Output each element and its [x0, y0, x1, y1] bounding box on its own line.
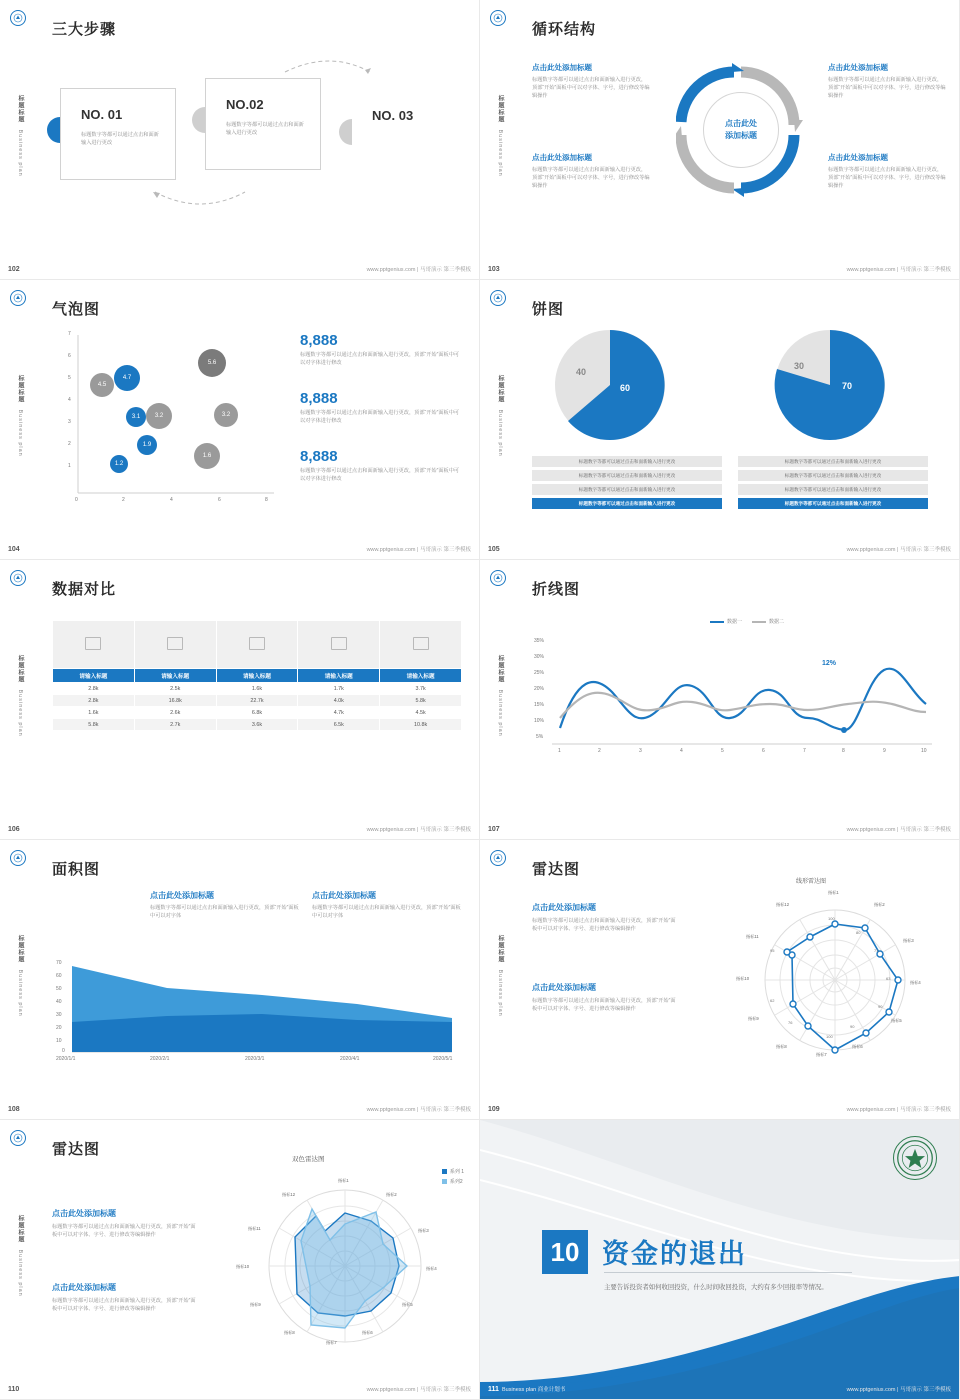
- table-cell: 4.7k: [298, 707, 380, 719]
- legend-row[interactable]: 标题数字等都可以通过点击和面新输入进行更改: [532, 456, 722, 467]
- page-title: 雷达图: [532, 861, 581, 878]
- radar2-item-2-body: 标题数字等都可以通过点击和面新输入进行更改，顶部“开始”面板中可以对字体、字号、进行修改等编辑操作: [52, 1298, 196, 1312]
- bubble-point: 1.2: [110, 455, 128, 473]
- legend-row-active[interactable]: 标题数字等都可以通过点击和面新输入进行更改: [738, 498, 928, 509]
- stat-3-body: 标题数字等都可以通过点击和面新输入进行更改，顶部“开始”面板中可以对字体进行修改: [300, 468, 460, 482]
- slide-111: [480, 1120, 960, 1400]
- table-header-cell: 请输入标题: [216, 669, 298, 683]
- bubble-point: 1.9: [137, 435, 157, 455]
- table-cell: 6.5k: [298, 719, 380, 731]
- image-placeholder-cell[interactable]: [298, 621, 380, 669]
- step-number-3: NO. 03: [372, 108, 414, 123]
- page-title: 面积图: [52, 861, 101, 878]
- comparison-table: [52, 620, 462, 731]
- bubble-point: 5.6: [198, 349, 226, 377]
- footer-url: www.pptgenius.com | 马哥演示 第三季模板: [846, 1107, 951, 1113]
- table-cell: 2.6k: [134, 707, 216, 719]
- page-number: 106: [8, 825, 20, 833]
- footer-url: www.pptgenius.com | 马哥演示 第三季模板: [846, 547, 951, 553]
- image-icon: [249, 637, 265, 650]
- bubble-point: 4.5: [90, 373, 114, 397]
- slide-footer: [0, 1382, 479, 1396]
- section-cover: [480, 1120, 959, 1399]
- legend-row[interactable]: 标题数字等都可以通过点击和面新输入进行更改: [738, 484, 928, 495]
- step-number-1: NO. 01: [81, 107, 123, 122]
- stat-1-body: 标题数字等都可以通过点击和面新输入进行更改，顶部“开始”面板中可以对字体进行修改: [300, 352, 460, 366]
- cycle-item-2: [532, 152, 650, 190]
- table-cell: 4.5k: [380, 707, 462, 719]
- pie-1-main: 60: [620, 383, 631, 393]
- radar2-item-1: [52, 1208, 200, 1239]
- legend-item-2: 数据二: [752, 618, 784, 625]
- page-number: 110: [8, 1385, 20, 1393]
- cycle-item-1-head: 点击此处添加标题: [532, 63, 592, 72]
- side-label: 标题标题 Business plan: [17, 935, 23, 1017]
- cycle-item-1: [532, 62, 650, 100]
- image-icon: [85, 637, 101, 650]
- line-chart-annotation: 12%: [822, 660, 837, 667]
- side-label: 标题标题 Business plan: [497, 95, 503, 177]
- slide-102: [0, 0, 480, 280]
- table-cell: 2.8k: [53, 695, 135, 707]
- table-header-cell: 请输入标题: [53, 669, 135, 683]
- page-number: 107: [488, 825, 500, 833]
- table-cell: 2.7k: [134, 719, 216, 731]
- cycle-item-3: [828, 62, 946, 100]
- table-header-row: [53, 669, 462, 683]
- pie-1-legend-list: [532, 456, 722, 512]
- footer-url: www.pptgenius.com | 马哥演示 第三季模板: [846, 827, 951, 833]
- section-number: 10: [542, 1230, 588, 1274]
- pie-1-rest: 40: [576, 367, 587, 377]
- pie-2-legend-list: [738, 456, 928, 512]
- image-icon: [167, 637, 183, 650]
- radar-chart-line: 线形雷达图 指标1 指标2 指标3 指标4 指标5 指标6 指标7 指标8 指标9 指标10 指标11 指标12 100 80 71 63 90 90 100 76 62 95: [728, 876, 943, 1076]
- radar2-item-2: [52, 1282, 200, 1313]
- legend-row[interactable]: 标题数字等都可以通过点击和面新输入进行更改: [738, 470, 928, 481]
- step-text-1: 标题数字等都可以通过点击和面新输入进行更改: [81, 132, 159, 146]
- cycle-item-4: [828, 152, 946, 190]
- slide-footer: [0, 822, 479, 836]
- legend-item-2: 系列2: [442, 1178, 463, 1185]
- cycle-item-1-body: 标题数字等都可以通过点击和面新输入进行更改，顶部“开始”面板中可以对字体、字号，进行修改等编辑操作: [532, 77, 650, 99]
- table-cell: 1.6k: [216, 683, 298, 695]
- slide-footer: [480, 1382, 959, 1396]
- table-cell: 3.6k: [216, 719, 298, 731]
- section-description: 主要告诉投资者如何收回投资，什么时间收回投资，大约有多少回报率等情况。: [604, 1284, 828, 1291]
- table-row: [53, 719, 462, 731]
- page-title: 雷达图: [52, 1141, 101, 1158]
- footer-url: www.pptgenius.com | 马哥演示 第三季模板: [846, 267, 951, 273]
- table-cell: 2.5k: [134, 683, 216, 695]
- area-item-1-body: 标题数字等都可以通过点击和面新输入进行更改，顶部“开始”面板中可以对字体: [150, 905, 299, 919]
- slide-104: [0, 280, 480, 560]
- brand-logo-icon: [10, 1130, 26, 1146]
- image-placeholder-cell[interactable]: [216, 621, 298, 669]
- radar-item-1: [532, 902, 680, 933]
- stat-2-body: 标题数字等都可以通过点击和面新输入进行更改，顶部“开始”面板中可以对字体进行修改: [300, 410, 460, 424]
- section-title: 资金的退出: [602, 1239, 747, 1269]
- slide-footer: [480, 262, 959, 276]
- bubble-point: 4.7: [114, 365, 140, 391]
- cycle-item-4-body: 标题数字等都可以通过点击和面新输入进行更改，顶部“开始”面板中可以对字体、字号，进行修改等编辑操作: [828, 167, 946, 189]
- slide-110: [0, 1120, 480, 1400]
- cycle-center-label: 点击此处 添加标题: [703, 92, 779, 168]
- side-label: 标题标题 Business plan: [17, 375, 23, 457]
- side-label: 标题标题 Business plan: [17, 95, 23, 177]
- radar2-chart-title: 双色雷达图: [292, 1156, 325, 1163]
- bubble-point: 3.2: [146, 403, 172, 429]
- slide-103: [480, 0, 960, 280]
- slide-footer: [0, 1102, 479, 1116]
- stat-3-value: 8,888: [300, 448, 338, 465]
- page-title: 三大步骤: [52, 21, 117, 38]
- pie-2-rest: 30: [794, 361, 805, 371]
- stat-2: [300, 390, 460, 425]
- legend-item-1: 数据一: [710, 618, 742, 625]
- side-label: 标题标题 Business plan: [17, 1215, 23, 1297]
- page-title: 气泡图: [52, 301, 101, 318]
- area-item-1-head: 点击此处添加标题: [150, 891, 214, 900]
- side-label: 标题标题 Business plan: [497, 655, 503, 737]
- radar2-item-1-head: 点击此处添加标题: [52, 1209, 116, 1218]
- brand-logo-icon: [490, 10, 506, 26]
- cycle-item-2-body: 标题数字等都可以通过点击和面新输入进行更改，顶部“开始”面板中可以对字体、字号，进行修改等编辑操作: [532, 167, 650, 189]
- footer-url: www.pptgenius.com | 马哥演示 第三季模板: [366, 267, 471, 273]
- line-chart: 12% 35% 30% 25% 20% 15% 10% 5% 1 2 3 4 5 6 7 8 9 10: [534, 638, 927, 754]
- divider: [604, 1272, 852, 1273]
- school-seal-icon: [893, 1136, 937, 1180]
- radar-item-2-body: 标题数字等都可以通过点击和面新输入进行更改，顶部“开始”面板中可以对字体、字号、进行修改等编辑操作: [532, 998, 676, 1012]
- cycle-item-3-body: 标题数字等都可以通过点击和面新输入进行更改，顶部“开始”面板中可以对字体、字号，进行修改等编辑操作: [828, 77, 946, 99]
- line-chart-legend: [710, 618, 784, 625]
- legend-row[interactable]: 标题数字等都可以通过点击和面新输入进行更改: [532, 470, 722, 481]
- table-row: [53, 707, 462, 719]
- slide-footer: [480, 542, 959, 556]
- side-label: 标题标题 Business plan: [497, 375, 503, 457]
- radar-chart-title: 线形雷达图: [796, 879, 827, 885]
- brand-logo-icon: [490, 570, 506, 586]
- brand-logo-icon: [490, 290, 506, 306]
- slide-footer: [480, 822, 959, 836]
- table-image-row: [53, 621, 462, 669]
- bubble-point: 3.1: [126, 407, 146, 427]
- table-cell: 3.7k: [380, 683, 462, 695]
- bubble-point: 3.2: [214, 403, 238, 427]
- page-title: 循环结构: [532, 21, 597, 38]
- cycle-item-3-head: 点击此处添加标题: [828, 63, 888, 72]
- area-item-1: [150, 890, 300, 920]
- table-header-cell: 请输入标题: [298, 669, 380, 683]
- table-cell: 2.8k: [53, 683, 135, 695]
- table-header-cell: 请输入标题: [134, 669, 216, 683]
- footer-url: www.pptgenius.com | 马哥演示 第三季模板: [846, 1387, 951, 1393]
- radar-chart-dual: 双色雷达图 系列 1 系列2 指标1 指标2 指标3 指标4 指标5 指标6 指标7 指标8 指标9 指标10 指标11 指标12: [236, 1156, 464, 1345]
- side-label: 标题标题 Business plan: [17, 655, 23, 737]
- brand-logo-icon: [10, 290, 26, 306]
- table-cell: 1.6k: [53, 707, 135, 719]
- footer-url: www.pptgenius.com | 马哥演示 第三季模板: [366, 547, 471, 553]
- stat-1-value: 8,888: [300, 332, 338, 349]
- legend-row-active[interactable]: 标题数字等都可以通过点击和面新输入进行更改: [532, 498, 722, 509]
- area-item-2-body: 标题数字等都可以通过点击和面新输入进行更改，顶部“开始”面板中可以对字体: [312, 905, 461, 919]
- image-icon: [331, 637, 347, 650]
- slide-109: [480, 840, 960, 1120]
- pie-2-main: 70: [842, 381, 853, 391]
- table-cell: 10.8k: [380, 719, 462, 731]
- slide-108: [0, 840, 480, 1120]
- table-cell: 6.8k: [216, 707, 298, 719]
- page-number: 105: [488, 545, 500, 553]
- slide-107: [480, 560, 960, 840]
- page-title: 数据对比: [52, 581, 117, 598]
- radar-item-2-head: 点击此处添加标题: [532, 983, 596, 992]
- page-number: 102: [8, 265, 20, 273]
- table-cell: 5.8k: [53, 719, 135, 731]
- legend-row[interactable]: 标题数字等都可以通过点击和面新输入进行更改: [532, 484, 722, 495]
- page-number: 103: [488, 265, 500, 273]
- table-cell: 16.8k: [134, 695, 216, 707]
- slide-footer: [0, 262, 479, 276]
- table-cell: 5.8k: [380, 695, 462, 707]
- footer-left: 111 Business plan 商业计划书: [488, 1386, 566, 1393]
- radar2-item-2-head: 点击此处添加标题: [52, 1283, 116, 1292]
- page-number: 108: [8, 1105, 20, 1113]
- image-placeholder-cell[interactable]: [134, 621, 216, 669]
- side-label: 标题标题 Business plan: [497, 935, 503, 1017]
- step-card-1[interactable]: [60, 88, 176, 180]
- bubble-chart: 7 6 5 4 3 2 1 0 2 4 6 8 4.5 4.7 3.1 3.2 1.9 1.2 5.6 3.2 1.6: [68, 331, 268, 503]
- table-cell: 22.7k: [216, 695, 298, 707]
- step-number-2: NO.02: [226, 97, 264, 112]
- table-row: [53, 695, 462, 707]
- page-title: 折线图: [532, 581, 581, 598]
- table-cell: 4.0k: [298, 695, 380, 707]
- image-placeholder-cell[interactable]: [380, 621, 462, 669]
- stat-2-value: 8,888: [300, 390, 338, 407]
- pie-chart-1: [550, 325, 670, 445]
- brand-logo-icon: [490, 850, 506, 866]
- radar-item-2: [532, 982, 680, 1013]
- step-card-3[interactable]: [352, 90, 468, 182]
- radar-item-1-body: 标题数字等都可以通过点击和面新输入进行更改，顶部“开始”面板中可以对字体、字号、进行修改等编辑操作: [532, 918, 676, 932]
- page-number: 109: [488, 1105, 500, 1113]
- slide-footer: [0, 542, 479, 556]
- stat-3: [300, 448, 460, 483]
- image-icon: [413, 637, 429, 650]
- stat-1: [300, 332, 460, 367]
- table-row: [53, 683, 462, 695]
- radar2-item-1-body: 标题数字等都可以通过点击和面新输入进行更改，顶部“开始”面板中可以对字体、字号、进行修改等编辑操作: [52, 1224, 196, 1238]
- area-item-2-head: 点击此处添加标题: [312, 891, 376, 900]
- footer-url: www.pptgenius.com | 马哥演示 第三季模板: [366, 1107, 471, 1113]
- brand-logo-icon: [10, 850, 26, 866]
- area-chart: 70 60 50 40 30 20 10 0 2020/1/1 2020/2/1 2020/3/1 2020/4/1 2020/5/1: [56, 960, 453, 1062]
- radar-item-1-head: 点击此处添加标题: [532, 903, 596, 912]
- legend-item-1: 系列 1: [442, 1168, 464, 1175]
- footer-url: www.pptgenius.com | 马哥演示 第三季模板: [366, 827, 471, 833]
- footer-url: www.pptgenius.com | 马哥演示 第三季模板: [366, 1387, 471, 1393]
- cycle-item-2-head: 点击此处添加标题: [532, 153, 592, 162]
- table-cell: 1.7k: [298, 683, 380, 695]
- image-placeholder-cell[interactable]: [53, 621, 135, 669]
- page-number: 104: [8, 545, 20, 553]
- brand-logo-icon: [10, 570, 26, 586]
- legend-row[interactable]: 标题数字等都可以通过点击和面新输入进行更改: [738, 456, 928, 467]
- cycle-item-4-head: 点击此处添加标题: [828, 153, 888, 162]
- slide-105: [480, 280, 960, 560]
- page-title: 饼图: [532, 301, 565, 318]
- bubble-point: 1.6: [194, 443, 220, 469]
- pie-chart-2: [770, 325, 890, 445]
- step-text-2: 标题数字等都可以通过点击和面新输入进行更改: [226, 122, 304, 136]
- slide-footer: [480, 1102, 959, 1116]
- step-card-2[interactable]: [205, 78, 321, 170]
- area-item-2: [312, 890, 462, 920]
- table-header-cell: 请输入标题: [380, 669, 462, 683]
- slide-106: [0, 560, 480, 840]
